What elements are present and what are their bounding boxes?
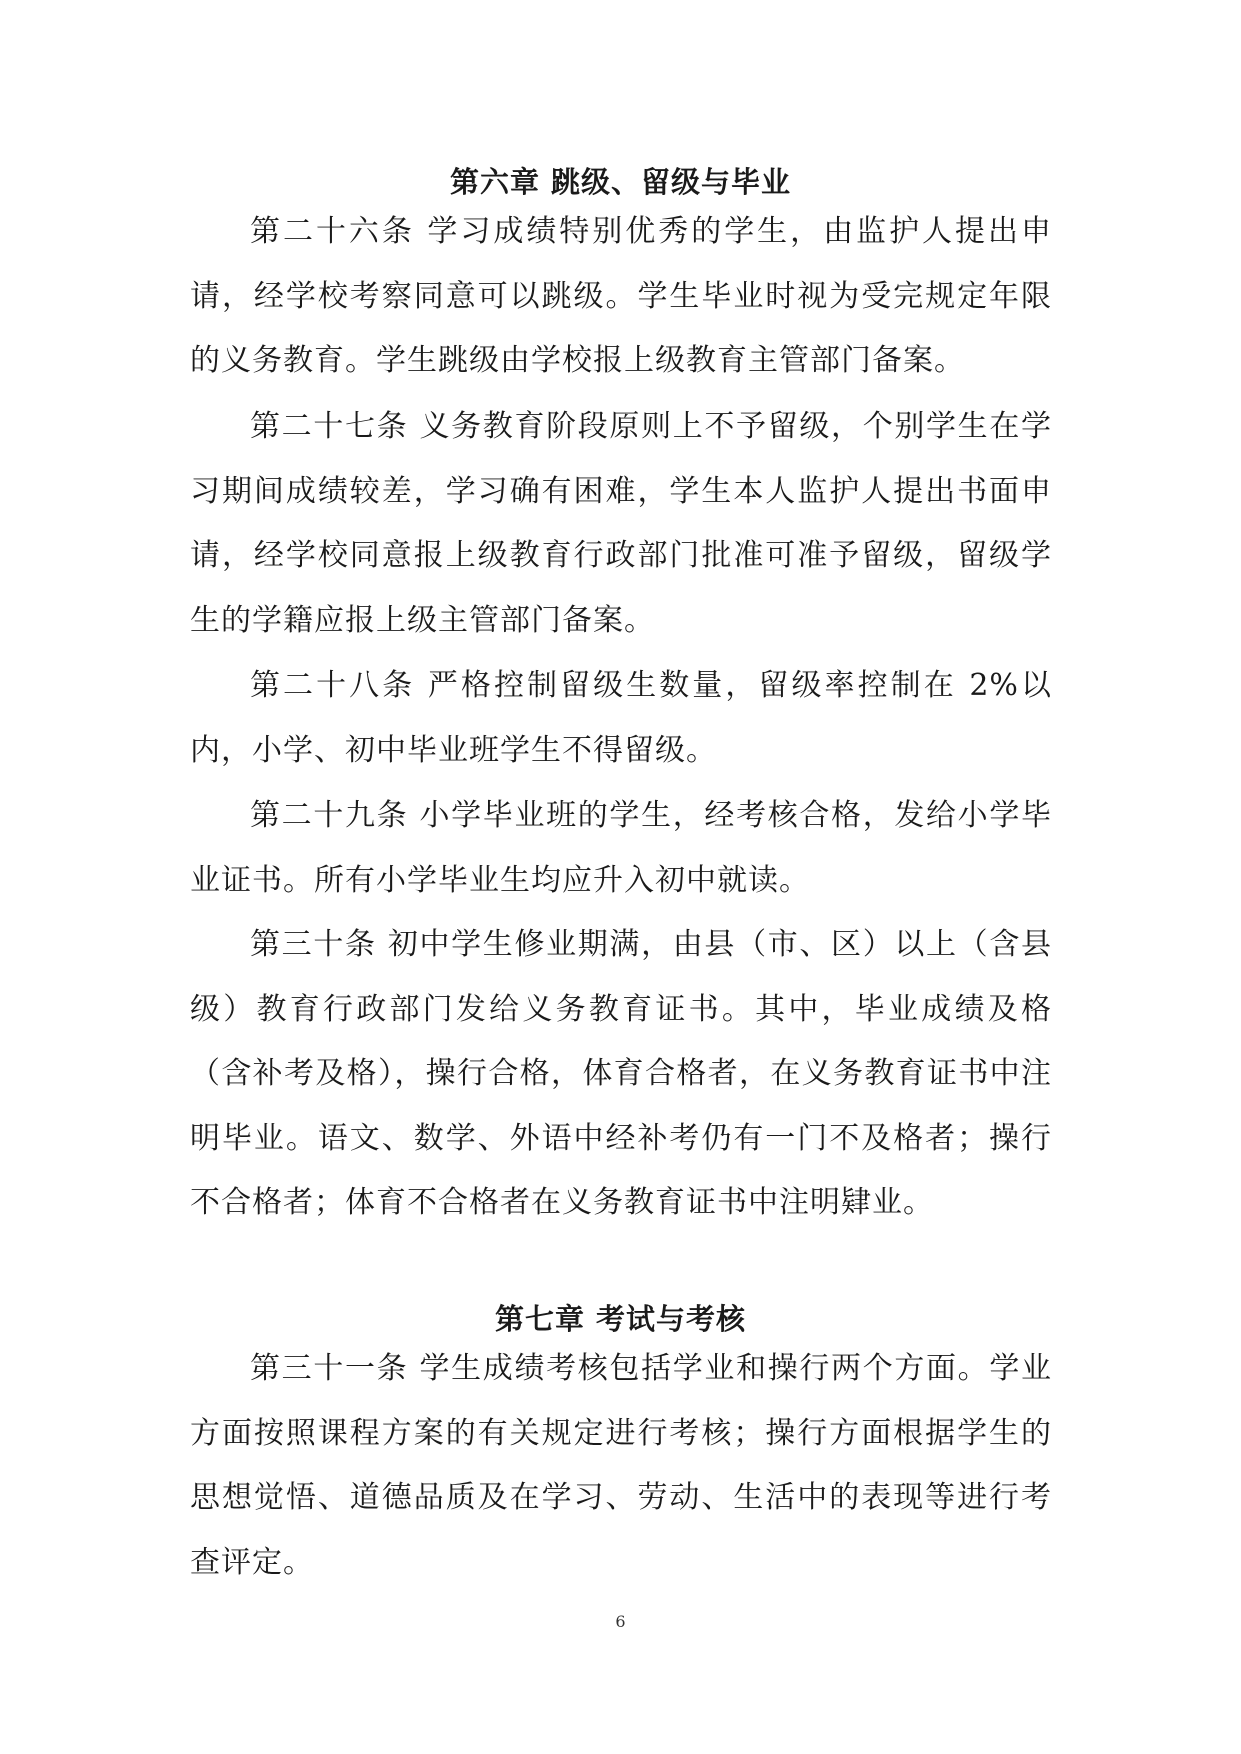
article-31: 第三十一条 学生成绩考核包括学业和操行两个方面。学业方面按照课程方案的有关规定进行考核；操行方面根据学生的思想觉悟、道德品质及在学习、劳动、生活中的表现等进行考查评定。 [190,1351,1052,1580]
chapter-7-title: 第七章 考试与考核 [494,1302,747,1336]
article-29: 第二十九条 小学毕业班的学生，经考核合格，发给小学毕业证书。所有小学毕业生均应升入初中就读。 [190,798,1052,898]
chapter-6-title: 第六章 跳级、留级与毕业 [449,165,792,199]
article-30: 第三十条 初中学生修业期满，由县（市、区）以上（含县级）教育行政部门发给义务教育证书。其中，毕业成绩及格（含补考及格），操行合格，体育合格者，在义务教育证书中注明毕业。语文、数学、外语中经补考仍有一门不及格者；操行不合格者；体育不合格者在义务教育证书中注明肄业。 [190,927,1052,1220]
article-28: 第二十八条 严格控制留级生数量，留级率控制在 2%以内，小学、初中毕业班学生不得留级。 [190,668,1052,768]
page-number: 6 [615,1612,626,1631]
article-27: 第二十七条 义务教育阶段原则上不予留级，个别学生在学习期间成绩较差，学习确有困难，学生本人监护人提出书面申请，经学校同意报上级教育行政部门批准可准予留级，留级学生的学籍应报上级主管部门备案。 [190,409,1052,638]
article-26: 第二十六条 学习成绩特别优秀的学生，由监护人提出申请，经学校考察同意可以跳级。学生毕业时视为受完规定年限的义务教育。学生跳级由学校报上级教育主管部门备案。 [190,214,1052,378]
